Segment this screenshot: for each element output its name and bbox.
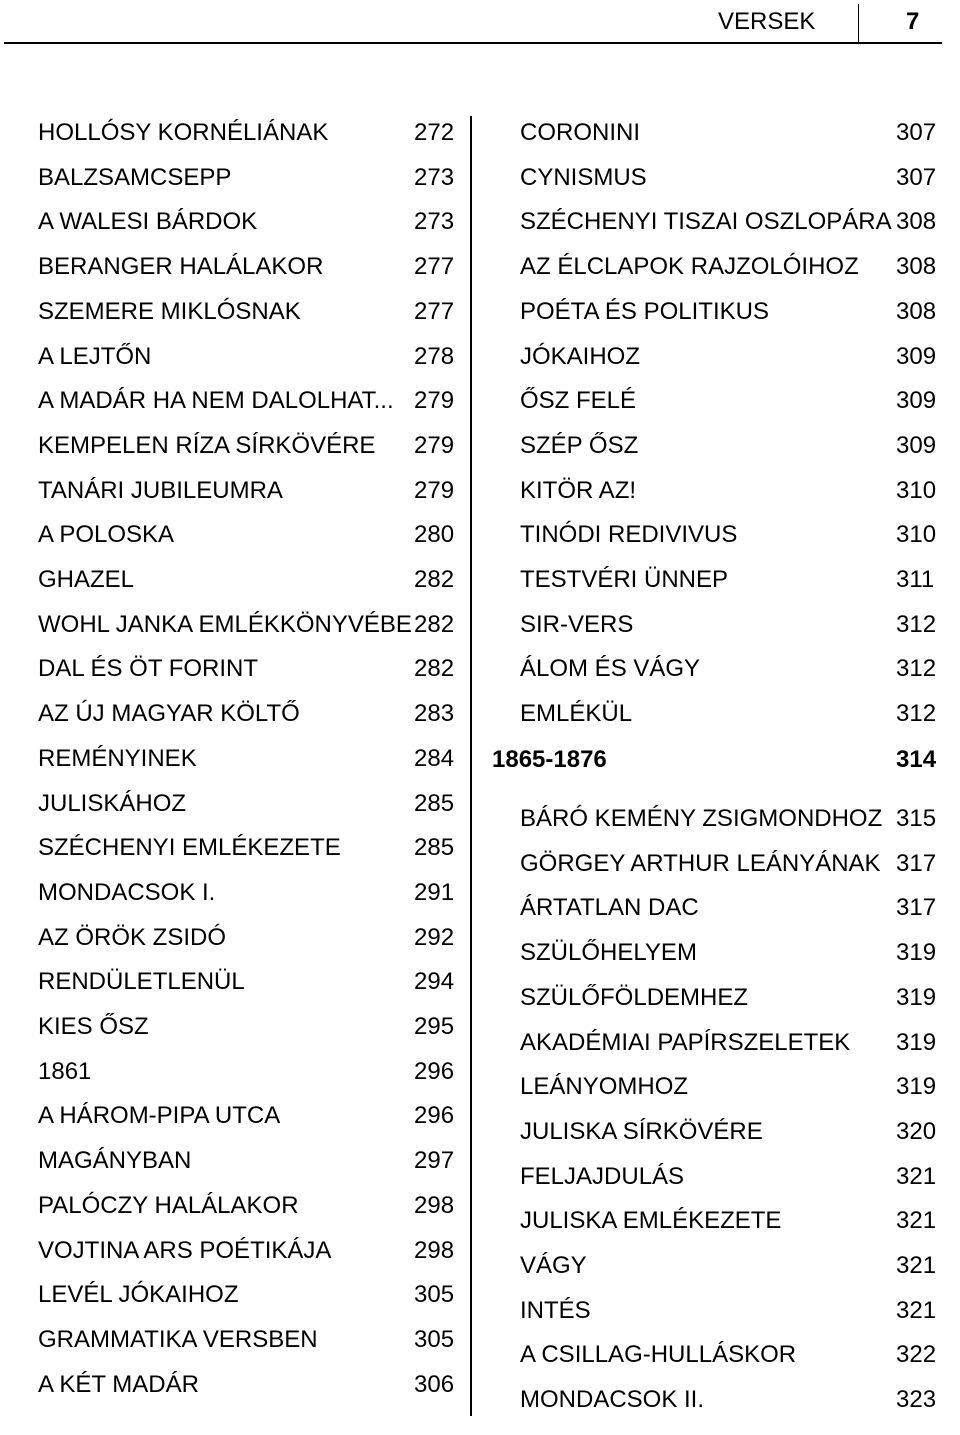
toc-entry-title: POÉTA ÉS POLITIKUS <box>520 297 769 325</box>
toc-entry-page: 297 <box>414 1147 455 1175</box>
toc-entry-title: HOLLÓSY KORNÉLIÁNAK <box>38 119 329 146</box>
toc-entry-title: KITÖR AZ! <box>520 476 637 504</box>
toc-entry-title: SZÉCHENYI EMLÉKEZETE <box>38 834 341 862</box>
toc-entry-page: 321 <box>896 1207 937 1235</box>
toc-entry-title: ÁRTATLAN DAC <box>520 894 699 922</box>
toc-entry-title: LEVÉL JÓKAIHOZ <box>38 1281 239 1309</box>
toc-entry-title: KIES ŐSZ <box>38 1013 149 1040</box>
toc-entry-title: SZÉP ŐSZ <box>520 431 639 459</box>
toc-entry-title: GÖRGEY ARTHUR LEÁNYÁNAK <box>520 849 881 877</box>
toc-entry-page: 312 <box>896 610 937 638</box>
toc-entry-page: 298 <box>414 1191 455 1219</box>
toc-entry-page: 278 <box>414 342 455 370</box>
toc-entry-page: 320 <box>896 1117 937 1145</box>
toc-entry-title: MONDACSOK I. <box>38 878 216 906</box>
toc-entry-title: BALZSAMCSEPP <box>38 163 232 191</box>
toc-entry-title: WOHL JANKA EMLÉKKÖNYVÉBE <box>38 610 412 638</box>
toc-entry-title: TINÓDI REDIVIVUS <box>520 521 738 549</box>
toc-entry-title: A WALESI BÁRDOK <box>38 208 258 236</box>
toc-entry-page: 307 <box>896 119 937 146</box>
toc-entry-page: 282 <box>414 655 455 683</box>
page-number: 7 <box>906 8 920 35</box>
page-header <box>0 0 960 46</box>
toc-entry-page: 323 <box>896 1386 937 1414</box>
toc-entry-page: 273 <box>414 163 455 191</box>
toc-entry-page: 279 <box>414 476 455 504</box>
column-divider <box>470 116 472 1416</box>
toc-entry-title: GHAZEL <box>38 566 135 593</box>
toc-entry-page: 305 <box>414 1325 455 1353</box>
toc-entry-title: 1861 <box>38 1057 92 1085</box>
toc-entry-page: 312 <box>896 655 937 683</box>
toc-entry-page: 272 <box>414 119 455 146</box>
header-divider <box>858 4 859 42</box>
toc-entry-title: VÁGY <box>520 1252 587 1279</box>
toc-entry-title: A LEJTŐN <box>38 342 152 370</box>
toc-entry-page: 317 <box>896 894 937 922</box>
toc-entry-title: SZÉCHENYI TISZAI OSZLOPÁRA <box>520 208 892 236</box>
toc-entry-page: 296 <box>414 1102 455 1130</box>
toc-entry-page: 280 <box>414 521 455 549</box>
toc-entry-page: 279 <box>414 387 455 415</box>
toc-entry-title: SIR-VERS <box>520 610 634 638</box>
toc-entry-page: 285 <box>414 834 455 862</box>
toc-entry-page: 309 <box>896 431 937 459</box>
toc-entry-title: JULISKA EMLÉKEZETE <box>520 1207 782 1235</box>
toc-entry-title: EMLÉKÜL <box>520 700 633 728</box>
section-page: 314 <box>896 746 937 773</box>
toc-entry-title: CYNISMUS <box>520 163 647 191</box>
toc-entry-title: SZÜLŐFÖLDEMHEZ <box>520 983 749 1011</box>
toc-entry-title: A CSILLAG-HULLÁSKOR <box>520 1341 797 1369</box>
toc-entry-page: 319 <box>896 939 937 967</box>
toc-entry-page: 312 <box>896 700 937 728</box>
toc-entry-title: PALÓCZY HALÁLAKOR <box>38 1191 299 1219</box>
toc-entry-page: 321 <box>896 1252 937 1279</box>
toc-entry-page: 307 <box>896 163 937 191</box>
toc-entry-page: 295 <box>414 1013 455 1040</box>
toc-entry-title: BERANGER HALÁLAKOR <box>38 253 324 281</box>
toc-entry-page: 284 <box>414 744 455 772</box>
toc-entry-page: 273 <box>414 208 455 236</box>
toc-entry-title: VOJTINA ARS POÉTIKÁJA <box>38 1236 332 1264</box>
toc-entry-page: 305 <box>414 1281 455 1309</box>
toc-entry-title: SZÜLŐHELYEM <box>520 939 697 967</box>
toc-entry-title: JÓKAIHOZ <box>520 342 641 370</box>
toc-entry-page: 291 <box>414 878 455 906</box>
toc-entry-title: KEMPELEN RÍZA SÍRKÖVÉRE <box>38 431 376 459</box>
toc-entry-page: 309 <box>896 342 937 370</box>
toc-entry-page: 308 <box>896 297 937 325</box>
toc-entry-page: 277 <box>414 297 455 325</box>
toc-entry-title: BÁRÓ KEMÉNY ZSIGMONDHOZ <box>520 805 883 832</box>
toc-entry-page: 308 <box>896 253 937 281</box>
toc-entry-page: 319 <box>896 1073 937 1101</box>
toc-entry-page: 282 <box>414 566 455 593</box>
toc-entry-page: 285 <box>414 789 455 817</box>
toc-entry-page: 306 <box>414 1370 455 1398</box>
toc-entry-page: 279 <box>414 431 455 459</box>
toc-entry-page: 309 <box>896 387 937 415</box>
toc-entry-title: RENDÜLETLENÜL <box>38 968 245 996</box>
toc-entry-page: 282 <box>414 610 455 638</box>
toc-entry-page: 308 <box>896 208 937 236</box>
toc-entry-page: 315 <box>896 805 937 832</box>
toc-entry-title: FELJAJDULÁS <box>520 1162 685 1190</box>
toc-entry-title: CORONINI <box>520 119 640 146</box>
toc-entry-page: 321 <box>896 1296 937 1324</box>
toc-entry-page: 277 <box>414 253 455 281</box>
toc-entry-title: LEÁNYOMHOZ <box>520 1073 689 1101</box>
toc-entry-title: TESTVÉRI ÜNNEP <box>520 566 729 593</box>
toc-entry-page: 311 <box>896 566 935 593</box>
toc-entry-title: A KÉT MADÁR <box>38 1370 199 1398</box>
toc-entry-title: JULISKÁHOZ <box>38 789 187 817</box>
section-title: 1865-1876 <box>492 746 607 773</box>
toc-entry-page: 310 <box>896 521 937 549</box>
toc-entry-title: AKADÉMIAI PAPÍRSZELETEK <box>520 1028 851 1056</box>
toc-entry-page: 310 <box>896 476 937 504</box>
toc-entry-title: A MADÁR HA NEM DALOLHAT... <box>38 387 394 415</box>
toc-entry-page: 283 <box>414 700 455 728</box>
toc-entry-title: AZ ÖRÖK ZSIDÓ <box>38 923 227 951</box>
toc-entry-page: 296 <box>414 1057 455 1085</box>
toc-entry-title: AZ ÉLCLAPOK RAJZOLÓIHOZ <box>520 253 859 281</box>
header-title: VERSEK <box>718 8 816 35</box>
toc-entry-page: 298 <box>414 1236 455 1264</box>
toc-entry-title: INTÉS <box>520 1296 591 1324</box>
toc-entry-title: JULISKA SÍRKÖVÉRE <box>520 1117 763 1145</box>
toc-entry-title: DAL ÉS ÖT FORINT <box>38 655 259 683</box>
toc-entry-title: MONDACSOK II. <box>520 1386 705 1414</box>
toc-entry-title: A POLOSKA <box>38 521 175 549</box>
toc-entry-title: SZEMERE MIKLÓSNAK <box>38 297 301 325</box>
toc-entry-page: 319 <box>896 983 937 1011</box>
toc-entry-title: A HÁROM-PIPA UTCA <box>38 1102 281 1130</box>
toc-entry-title: TANÁRI JUBILEUMRA <box>38 476 283 504</box>
toc-entry-title: AZ ÚJ MAGYAR KÖLTŐ <box>38 700 300 728</box>
toc-entry-title: GRAMMATIKA VERSBEN <box>38 1325 318 1353</box>
toc-entry-title: ÁLOM ÉS VÁGY <box>520 655 701 683</box>
header-rule <box>4 42 942 44</box>
toc-entry-page: 294 <box>414 968 455 996</box>
toc-entry-page: 319 <box>896 1028 937 1056</box>
toc-entry-page: 292 <box>414 923 455 951</box>
toc-entry-page: 322 <box>896 1341 937 1369</box>
toc-entry-title: ŐSZ FELÉ <box>520 387 637 415</box>
toc-entry-title: MAGÁNYBAN <box>38 1147 192 1175</box>
toc-entry-title: REMÉNYINEK <box>38 744 197 772</box>
toc-entry-page: 317 <box>896 849 937 877</box>
toc-entry-page: 321 <box>896 1162 937 1190</box>
